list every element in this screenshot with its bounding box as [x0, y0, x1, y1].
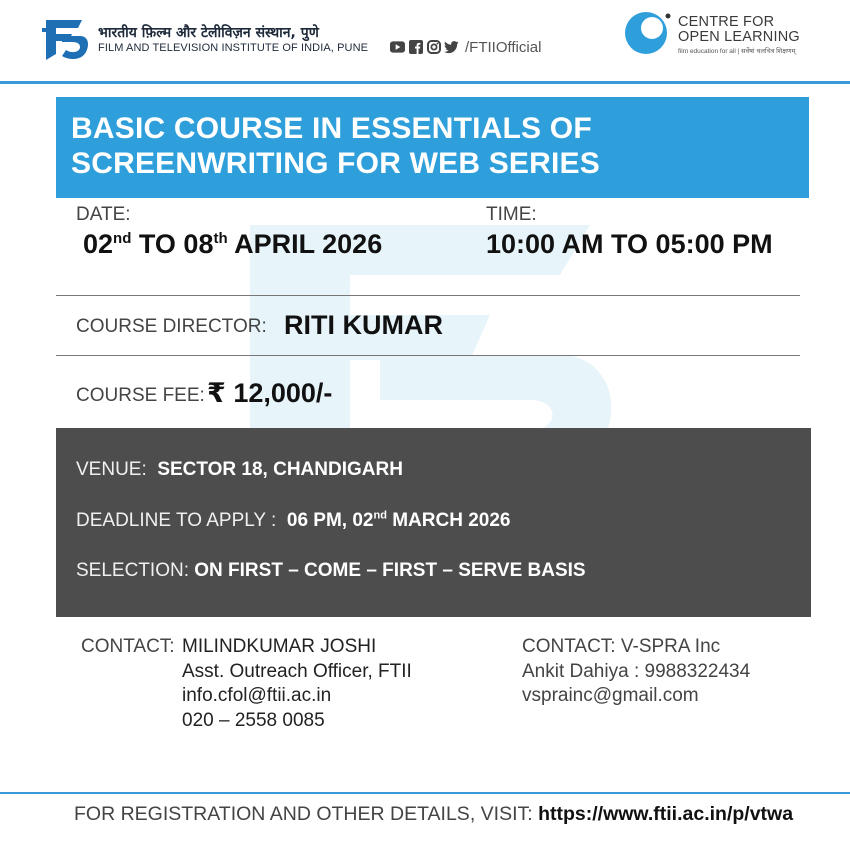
cfol-name [678, 15, 800, 45]
cfol-logo-icon [625, 10, 671, 56]
footer-label: FOR REGISTRATION AND OTHER DETAILS, VISIT: [74, 803, 533, 825]
cfol-tagline: film education for all | सर्वेषां चलचित्र शिक्षणम् [678, 48, 796, 55]
contact-right-heading [522, 635, 750, 660]
date-month-year: APRIL 2026 [234, 229, 383, 259]
twitter-icon[interactable] [444, 40, 459, 55]
contact-left [81, 635, 175, 660]
ftii-logo-icon [42, 14, 90, 62]
contact-left-details [182, 635, 412, 733]
time-value: 10:00 AM TO 05:00 PM [486, 229, 773, 259]
contact-right-org: V-SPRA Inc [620, 636, 721, 657]
deadline-line [76, 510, 510, 532]
date-start-suffix: nd [113, 230, 132, 247]
deadline-suffix: nd [373, 509, 387, 522]
contact-left-email[interactable]: info.cfol@ftii.ac.in [182, 685, 332, 706]
instagram-icon[interactable] [426, 40, 441, 55]
deadline-value [287, 510, 511, 531]
date-value [83, 229, 382, 260]
date-end-day: 08 [183, 229, 214, 259]
course-fee-label: COURSE FEE: [76, 385, 205, 406]
contact-right [522, 635, 750, 709]
contact-left-label: CONTACT: [81, 636, 175, 657]
social-handle[interactable]: /FTIIOfficial [465, 38, 542, 56]
cfol-name-line1: CENTRE FOR [678, 14, 775, 30]
date-end-suffix: th [213, 230, 228, 247]
top-divider [0, 81, 850, 84]
rupee-symbol: ₹ [207, 378, 226, 408]
deadline-month-year: MARCH 2026 [392, 510, 511, 531]
course-fee-value [207, 378, 332, 409]
ftii-name-hindi: भारतीय फ़िल्म और टेलीविज़न संस्थान, पुणे [98, 25, 319, 41]
selection-label: SELECTION: [76, 560, 189, 581]
facebook-icon[interactable] [408, 40, 423, 55]
contact-right-label: CONTACT: [522, 636, 616, 657]
contact-right-email[interactable]: vsprainc@gmail.com [522, 685, 699, 706]
contact-right-person[interactable]: Ankit Dahiya : 9988322434 [522, 660, 751, 682]
contact-left-phone[interactable]: 020 – 2558 0085 [182, 709, 325, 731]
date-start-day: 02 [83, 229, 114, 259]
contact-left-name: MILINDKUMAR JOSHI [182, 636, 377, 657]
selection-line [76, 560, 586, 582]
registration-link[interactable]: https://www.ftii.ac.in/p/vtwa [538, 803, 794, 825]
venue-value: SECTOR 18, CHANDIGARH [157, 459, 403, 480]
course-title: BASIC COURSE IN ESSENTIALS OF SCREENWRITING FOR WEB SERIES [71, 112, 600, 180]
deadline-time: 06 PM, 02 [286, 510, 374, 531]
course-director-name: RITI KUMAR [284, 310, 443, 340]
divider [56, 355, 800, 356]
divider [56, 295, 800, 296]
youtube-icon[interactable] [390, 40, 405, 55]
selection-value: ON FIRST – COME – FIRST – SERVE BASIS [194, 560, 586, 581]
venue-label: VENUE: [76, 459, 147, 480]
ftii-name-english: FILM AND TELEVISION INSTITUTE OF INDIA, PUNE [98, 42, 369, 54]
time-label: TIME: [486, 204, 537, 225]
footer [74, 803, 793, 826]
date-label: DATE: [76, 204, 131, 225]
date-to: TO [138, 229, 176, 259]
cfol-name-line2: OPEN LEARNING [678, 29, 800, 45]
social-links [390, 37, 541, 57]
contact-left-role: Asst. Outreach Officer, FTII [182, 660, 412, 682]
course-director-label: COURSE DIRECTOR: [76, 316, 267, 337]
venue-line [76, 459, 403, 481]
deadline-label: DEADLINE TO APPLY : [76, 510, 277, 531]
bottom-divider [0, 792, 850, 794]
course-fee-amount: 12,000/- [233, 378, 333, 408]
